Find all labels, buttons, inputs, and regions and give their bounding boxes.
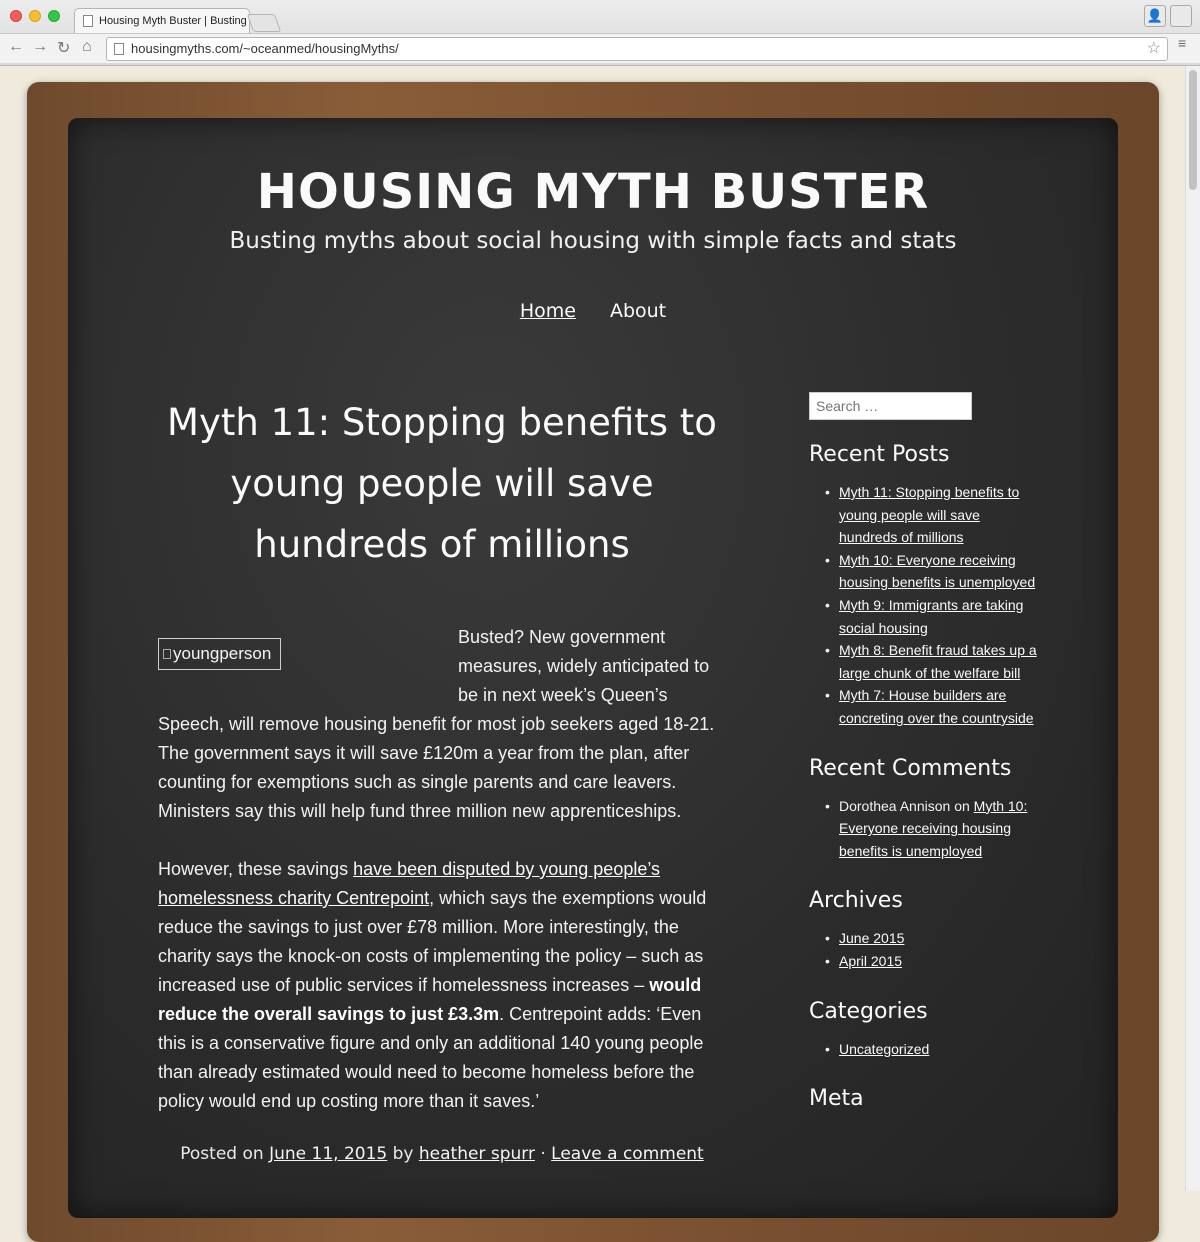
page-scrollbar[interactable] (1185, 66, 1200, 1191)
categories-widget (809, 999, 1039, 1061)
list-item (839, 1038, 1039, 1061)
page-icon (114, 43, 124, 55)
meta-widget (809, 1086, 1039, 1111)
by-label: by (392, 1144, 414, 1164)
archives-widget (809, 888, 1039, 972)
recent-comments-title: Recent Comments (809, 755, 1012, 781)
page-icon (83, 15, 93, 27)
meta-separator: · (540, 1144, 546, 1164)
recent-post-link[interactable]: Myth 8: Benefit fraud takes up a large chunk of the welfare bill (839, 642, 1037, 681)
paragraph-text: . Centrepoint adds: ‘Even this is a conservative figure and only an additional 140 young people than already estimated would need to become homeless before the policy would end up costing more than it saves.’ (158, 1004, 704, 1111)
fullscreen-button[interactable] (1170, 5, 1192, 27)
nav-home-link[interactable]: Home (519, 300, 576, 322)
recent-comments-widget (809, 756, 1039, 863)
minimize-window-button[interactable] (29, 10, 41, 22)
bold-statement: would reduce the overall savings to just £3.3m (158, 975, 702, 1024)
author-link[interactable]: heather spurr (418, 1144, 535, 1164)
window-controls (10, 10, 60, 22)
recent-post-link[interactable]: Myth 7: House builders are concreting over the countryside (839, 687, 1034, 726)
recent-post-link[interactable]: Myth 9: Immigrants are taking social housing (839, 596, 1024, 636)
image-alt-text: youngperson (173, 644, 272, 663)
archive-link[interactable]: April 2015 (839, 952, 903, 969)
scrollbar-thumb[interactable] (1189, 70, 1197, 190)
nav-about-link[interactable]: About (609, 300, 667, 322)
list-item (839, 684, 1039, 729)
posted-on-label: Posted on (180, 1144, 264, 1164)
list-item (839, 927, 1039, 950)
site-description: Busting myths about social housing with simple facts and stats (229, 228, 957, 254)
sidebar (809, 392, 1039, 1125)
tab-title: Housing Myth Buster | Busting (99, 15, 247, 27)
categories-title: Categories (809, 998, 928, 1024)
list-item (839, 594, 1039, 639)
forward-arrow-icon[interactable]: → (32, 38, 48, 55)
url-text: housingmyths.com/~oceanmed/housingMyths/ (131, 41, 399, 56)
broken-image-icon (163, 649, 171, 659)
bookmark-star-icon[interactable]: ☆ (1146, 40, 1161, 57)
address-bar[interactable] (106, 37, 1168, 61)
browser-menu-icon[interactable]: ≡ (1178, 35, 1187, 51)
post-paragraph-2 (158, 855, 726, 1116)
comment-author: Dorothea Annison (839, 797, 951, 814)
chalkboard (68, 118, 1118, 1218)
post-title[interactable]: Myth 11: Stopping benefits to young people will save hundreds of millions (167, 401, 717, 566)
home-icon[interactable]: ⌂ (82, 38, 92, 55)
search-input[interactable] (809, 392, 972, 420)
list-item (839, 549, 1039, 594)
paragraph-text: , which says the exemptions would reduce the savings to just over £78 million. More interestingly, the charity says the knock-on costs of implementing the policy – such as increased use of public services if homelessness increases – (158, 888, 707, 995)
recent-post-link[interactable]: Myth 11: Stopping benefits to young people will save hundreds of millions (839, 484, 1020, 546)
archives-title: Archives (809, 888, 903, 914)
comment-post-link[interactable]: Myth 10: Everyone receiving housing benefits is unemployed (839, 797, 1028, 859)
broken-image-youngperson (158, 638, 281, 670)
post-content (158, 623, 726, 1145)
maximize-window-button[interactable] (48, 10, 60, 22)
paragraph-text: However, these savings (158, 859, 354, 879)
recent-posts-widget (809, 442, 1039, 730)
list-item (839, 481, 1039, 549)
reload-icon[interactable]: ↻ (57, 40, 71, 57)
post-paragraph-1: Busted? New government measures, widely anticipated to be in next week’s Queen’s Speech, will remove housing benefit for most job seekers aged 18-21. The government says it will save £120m a year from the plan, after counting for exemptions such as single parents and care leavers. Ministers say this will help fund three million new apprenticeships. (158, 627, 715, 821)
recent-posts-title: Recent Posts (809, 442, 950, 467)
list-item (839, 795, 1039, 863)
back-arrow-icon[interactable]: ← (8, 38, 24, 55)
new-tab-button[interactable] (247, 14, 282, 32)
close-window-button[interactable] (10, 10, 22, 22)
comment-on-label: on (954, 797, 970, 814)
browser-chrome (0, 0, 1200, 66)
main-navigation (68, 300, 1118, 322)
list-item (839, 950, 1039, 973)
browser-toolbar (0, 33, 1200, 63)
user-profile-icon[interactable]: 👤 (1144, 5, 1166, 27)
post-date-link[interactable]: June 11, 2015 (269, 1144, 388, 1164)
recent-post-link[interactable]: Myth 10: Everyone receiving housing benefits is unemployed (839, 551, 1036, 591)
centrepoint-link[interactable]: have been disputed by young people’s homelessness charity Centrepoint (158, 859, 661, 908)
category-link[interactable]: Uncategorized (839, 1040, 930, 1057)
site-title[interactable]: HOUSING MYTH BUSTER (256, 164, 930, 220)
meta-title: Meta (809, 1086, 864, 1112)
list-item (839, 639, 1039, 684)
post-meta (158, 1144, 726, 1164)
archive-link[interactable]: June 2015 (839, 930, 905, 947)
browser-tab[interactable] (74, 8, 250, 33)
leave-comment-link[interactable]: Leave a comment (551, 1144, 704, 1164)
